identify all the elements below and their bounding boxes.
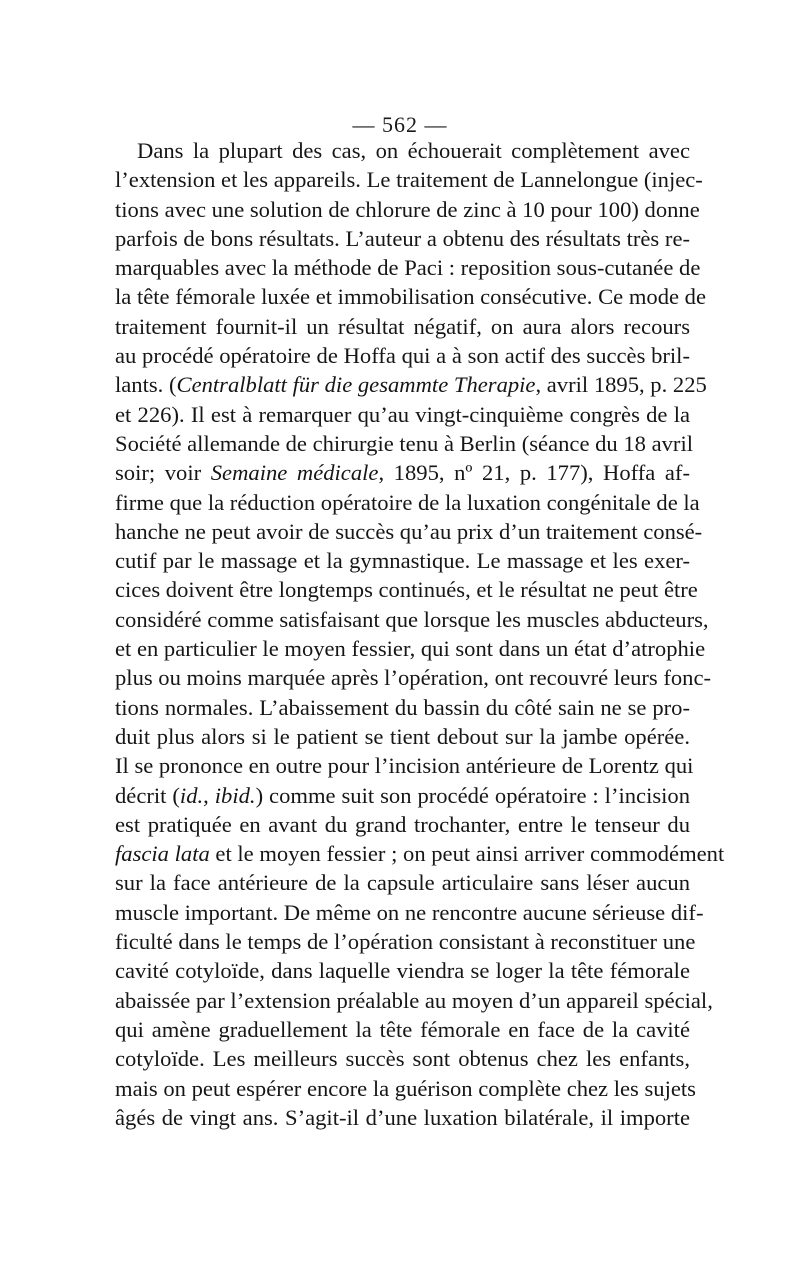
text-line [115,341,690,370]
italic-text: id. [179,782,204,808]
text-line [115,722,690,751]
text-run: , [203,782,215,808]
text-run: hanche ne peut avoir de succès qu’au prix d’un traitement consé- [115,518,703,544]
text-run: l’extension et les appareils. Le traitement de Lannelongue (injec- [115,167,703,193]
text-line [115,517,703,546]
text-run: et le moyen fessier ; on peut ainsi arriver commodément [209,841,725,867]
text-line [115,898,704,927]
text-run: cutif par le massage et la gymnastique. Le massage et les exer- [115,548,690,574]
text-run: mais on peut espérer encore la guérison complète chez les sujets [115,1075,696,1101]
text-line [115,400,690,429]
text-line [115,1044,690,1073]
italic-text: fascia lata [115,841,210,867]
text-run: cotyloïde. Les meilleurs succès sont obtenus chez les enfants, [115,1046,690,1072]
italic-text: Semaine médicale [210,460,379,486]
text-run: au procédé opératoire de Hoffa qui a à son actif des succès bril- [115,343,690,369]
body-text [115,136,725,1132]
text-line [115,136,690,165]
text-line [115,1103,690,1132]
text-line [115,810,690,839]
text-run: Il se prononce en outre pour l’incision antérieure de Lorentz qui [115,753,694,779]
text-run: firme que la réduction opératoire de la luxation congénitale de la [115,489,700,515]
text-run: ) comme suit son procédé opératoire : l’incision [255,782,691,808]
italic-text: ibid. [214,782,256,808]
text-line [115,253,701,282]
text-line [115,224,690,253]
text-run: qui amène graduellement la tête fémorale en face de la cavité [115,1016,690,1042]
text-run: duit plus alors si le patient se tient debout sur la jambe opérée. [115,723,690,749]
text-line [115,546,690,575]
text-run: décrit ( [115,782,180,808]
text-run: parfois de bons résultats. L’auteur a obtenu des résultats très re- [115,225,690,251]
text-run: cavité cotyloïde, dans laquelle viendra se loger la tête fémorale [115,958,690,984]
text-line [115,693,690,722]
text-line [115,868,690,897]
text-line [115,1074,696,1103]
text-line [115,605,709,634]
text-line [115,370,707,399]
text-run: Société allemande de chirurgie tenu à Berlin (séance du 18 avril [115,430,694,456]
text-line [115,429,694,458]
text-line [115,458,690,487]
text-run: Dans la plupart des cas, on échouerait complètement avec [137,138,690,163]
text-run: et en particulier le moyen fessier, qui sont dans un état d’atrophie [115,636,706,662]
text-run: et 226). Il est à remarquer qu’au vingt-cinquième congrès de la [115,401,690,427]
text-line [115,663,712,692]
text-run: tions avec une solution de chlorure de zinc à 10 pour 100) donne [115,196,700,222]
text-line [115,488,700,517]
text-line [115,927,696,956]
text-line [115,956,690,985]
text-line [115,575,698,604]
text-run: la tête fémorale luxée et immobilisation consécutive. Ce mode de [115,284,707,310]
text-run: âgés de vingt ans. S’agit-il d’une luxation bilatérale, il importe [115,1104,690,1130]
text-run: soir; voir [115,460,211,486]
page-number: — 562 — [352,112,448,137]
text-run: , 1895, nº 21, p. 177), Hoffa af- [378,460,690,486]
text-run: traitement fournit-il un résultat négatif, on aura alors recours [115,313,690,339]
text-line [115,839,725,868]
text-run: ficulté dans le temps de l’opération consistant à reconstituer une [115,929,696,955]
italic-text: Centralblatt für die gesammte Therapie [176,372,536,398]
text-line [115,634,706,663]
text-run: tions normales. L’abaissement du bassin du côté sain ne se pro- [115,694,690,720]
text-line [115,282,707,311]
text-run: est pratiquée en avant du grand trochanter, entre le tenseur du [115,811,690,837]
text-line [115,781,690,810]
text-line [115,165,703,194]
text-line [115,195,700,224]
text-run: marquables avec la méthode de Paci : reposition sous-cutanée de [115,255,701,281]
text-line [115,751,694,780]
text-line [115,1015,690,1044]
text-run: muscle important. De même on ne rencontre aucune sérieuse dif- [115,899,704,925]
text-run: considéré comme satisfaisant que lorsque les muscles abducteurs, [115,606,709,632]
text-run: plus ou moins marquée après l’opération, ont recouvré leurs fonc- [115,665,712,691]
text-run: abaissée par l’extension préalable au moyen d’un appareil spécial, [115,987,713,1013]
text-line [115,312,690,341]
text-run: , avril 1895, p. 225 [535,372,707,398]
text-run: sur la face antérieure de la capsule articulaire sans léser aucun [115,870,690,896]
text-run: lants. ( [115,372,177,398]
text-run: cices doivent être longtemps continués, et le résultat ne peut être [115,577,698,603]
text-line [115,986,713,1015]
